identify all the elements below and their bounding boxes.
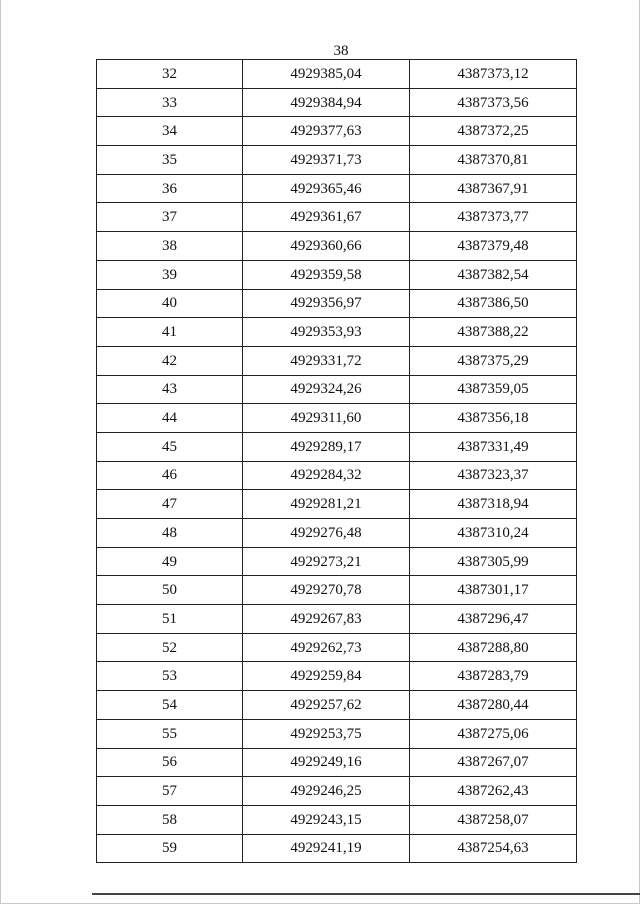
point-number-cell: 35 xyxy=(97,146,243,175)
x-coordinate-cell: 4929356,97 xyxy=(243,289,410,318)
page-number: 38 xyxy=(333,43,349,59)
table-row xyxy=(97,203,577,232)
table-row xyxy=(97,60,577,89)
y-coordinate-cell: 4387382,54 xyxy=(410,260,577,289)
table-row xyxy=(97,834,577,863)
x-coordinate-cell: 4929377,63 xyxy=(243,117,410,146)
x-coordinate-cell: 4929311,60 xyxy=(243,404,410,433)
x-coordinate-cell: 4929289,17 xyxy=(243,432,410,461)
x-coordinate-cell: 4929270,78 xyxy=(243,576,410,605)
table-row xyxy=(97,404,577,433)
coordinates-table-body xyxy=(97,60,577,863)
y-coordinate-cell: 4387318,94 xyxy=(410,490,577,519)
y-coordinate-cell: 4387367,91 xyxy=(410,174,577,203)
table-row xyxy=(97,346,577,375)
y-coordinate-cell: 4387288,80 xyxy=(410,633,577,662)
point-number-cell: 38 xyxy=(97,232,243,261)
y-coordinate-cell: 4387305,99 xyxy=(410,547,577,576)
x-coordinate-cell: 4929259,84 xyxy=(243,662,410,691)
point-number-cell: 53 xyxy=(97,662,243,691)
y-coordinate-cell: 4387372,25 xyxy=(410,117,577,146)
point-number-cell: 52 xyxy=(97,633,243,662)
point-number-cell: 32 xyxy=(97,60,243,89)
point-number-cell: 41 xyxy=(97,318,243,347)
y-coordinate-cell: 4387370,81 xyxy=(410,146,577,175)
x-coordinate-cell: 4929249,16 xyxy=(243,748,410,777)
table-row xyxy=(97,576,577,605)
table-row xyxy=(97,691,577,720)
point-number-cell: 45 xyxy=(97,432,243,461)
table-row xyxy=(97,432,577,461)
table-row xyxy=(97,146,577,175)
x-coordinate-cell: 4929273,21 xyxy=(243,547,410,576)
y-coordinate-cell: 4387359,05 xyxy=(410,375,577,404)
table-row xyxy=(97,260,577,289)
coordinates-table xyxy=(96,59,577,863)
bottom-rule xyxy=(92,893,640,895)
x-coordinate-cell: 4929365,46 xyxy=(243,174,410,203)
x-coordinate-cell: 4929371,73 xyxy=(243,146,410,175)
x-coordinate-cell: 4929331,72 xyxy=(243,346,410,375)
x-coordinate-cell: 4929276,48 xyxy=(243,519,410,548)
point-number-cell: 57 xyxy=(97,777,243,806)
y-coordinate-cell: 4387373,56 xyxy=(410,88,577,117)
y-coordinate-cell: 4387388,22 xyxy=(410,318,577,347)
y-coordinate-cell: 4387373,12 xyxy=(410,60,577,89)
x-coordinate-cell: 4929241,19 xyxy=(243,834,410,863)
point-number-cell: 50 xyxy=(97,576,243,605)
y-coordinate-cell: 4387331,49 xyxy=(410,432,577,461)
x-coordinate-cell: 4929253,75 xyxy=(243,719,410,748)
point-number-cell: 47 xyxy=(97,490,243,519)
table-row xyxy=(97,662,577,691)
x-coordinate-cell: 4929324,26 xyxy=(243,375,410,404)
point-number-cell: 37 xyxy=(97,203,243,232)
point-number-cell: 56 xyxy=(97,748,243,777)
y-coordinate-cell: 4387379,48 xyxy=(410,232,577,261)
point-number-cell: 39 xyxy=(97,260,243,289)
point-number-cell: 36 xyxy=(97,174,243,203)
x-coordinate-cell: 4929353,93 xyxy=(243,318,410,347)
table-row xyxy=(97,375,577,404)
table-row xyxy=(97,633,577,662)
point-number-cell: 59 xyxy=(97,834,243,863)
table-row xyxy=(97,318,577,347)
y-coordinate-cell: 4387280,44 xyxy=(410,691,577,720)
table-row xyxy=(97,519,577,548)
y-coordinate-cell: 4387323,37 xyxy=(410,461,577,490)
table-row xyxy=(97,232,577,261)
y-coordinate-cell: 4387301,17 xyxy=(410,576,577,605)
table-row xyxy=(97,719,577,748)
x-coordinate-cell: 4929284,32 xyxy=(243,461,410,490)
table-row xyxy=(97,547,577,576)
point-number-cell: 58 xyxy=(97,805,243,834)
x-coordinate-cell: 4929257,62 xyxy=(243,691,410,720)
y-coordinate-cell: 4387275,06 xyxy=(410,719,577,748)
x-coordinate-cell: 4929262,73 xyxy=(243,633,410,662)
x-coordinate-cell: 4929361,67 xyxy=(243,203,410,232)
point-number-cell: 42 xyxy=(97,346,243,375)
table-row xyxy=(97,289,577,318)
x-coordinate-cell: 4929359,58 xyxy=(243,260,410,289)
x-coordinate-cell: 4929384,94 xyxy=(243,88,410,117)
y-coordinate-cell: 4387310,24 xyxy=(410,519,577,548)
point-number-cell: 34 xyxy=(97,117,243,146)
y-coordinate-cell: 4387283,79 xyxy=(410,662,577,691)
y-coordinate-cell: 4387296,47 xyxy=(410,605,577,634)
y-coordinate-cell: 4387373,77 xyxy=(410,203,577,232)
x-coordinate-cell: 4929267,83 xyxy=(243,605,410,634)
point-number-cell: 51 xyxy=(97,605,243,634)
table-row xyxy=(97,461,577,490)
y-coordinate-cell: 4387375,29 xyxy=(410,346,577,375)
x-coordinate-cell: 4929246,25 xyxy=(243,777,410,806)
table-row xyxy=(97,490,577,519)
point-number-cell: 40 xyxy=(97,289,243,318)
y-coordinate-cell: 4387356,18 xyxy=(410,404,577,433)
y-coordinate-cell: 4387267,07 xyxy=(410,748,577,777)
point-number-cell: 55 xyxy=(97,719,243,748)
table-row xyxy=(97,748,577,777)
point-number-cell: 49 xyxy=(97,547,243,576)
y-coordinate-cell: 4387254,63 xyxy=(410,834,577,863)
table-row xyxy=(97,777,577,806)
x-coordinate-cell: 4929243,15 xyxy=(243,805,410,834)
y-coordinate-cell: 4387262,43 xyxy=(410,777,577,806)
point-number-cell: 44 xyxy=(97,404,243,433)
table-row xyxy=(97,88,577,117)
table-row xyxy=(97,117,577,146)
point-number-cell: 54 xyxy=(97,691,243,720)
table-row xyxy=(97,805,577,834)
x-coordinate-cell: 4929360,66 xyxy=(243,232,410,261)
y-coordinate-cell: 4387258,07 xyxy=(410,805,577,834)
point-number-cell: 46 xyxy=(97,461,243,490)
point-number-cell: 33 xyxy=(97,88,243,117)
point-number-cell: 48 xyxy=(97,519,243,548)
point-number-cell: 43 xyxy=(97,375,243,404)
table-row xyxy=(97,605,577,634)
table-row xyxy=(97,174,577,203)
y-coordinate-cell: 4387386,50 xyxy=(410,289,577,318)
x-coordinate-cell: 4929281,21 xyxy=(243,490,410,519)
x-coordinate-cell: 4929385,04 xyxy=(243,60,410,89)
